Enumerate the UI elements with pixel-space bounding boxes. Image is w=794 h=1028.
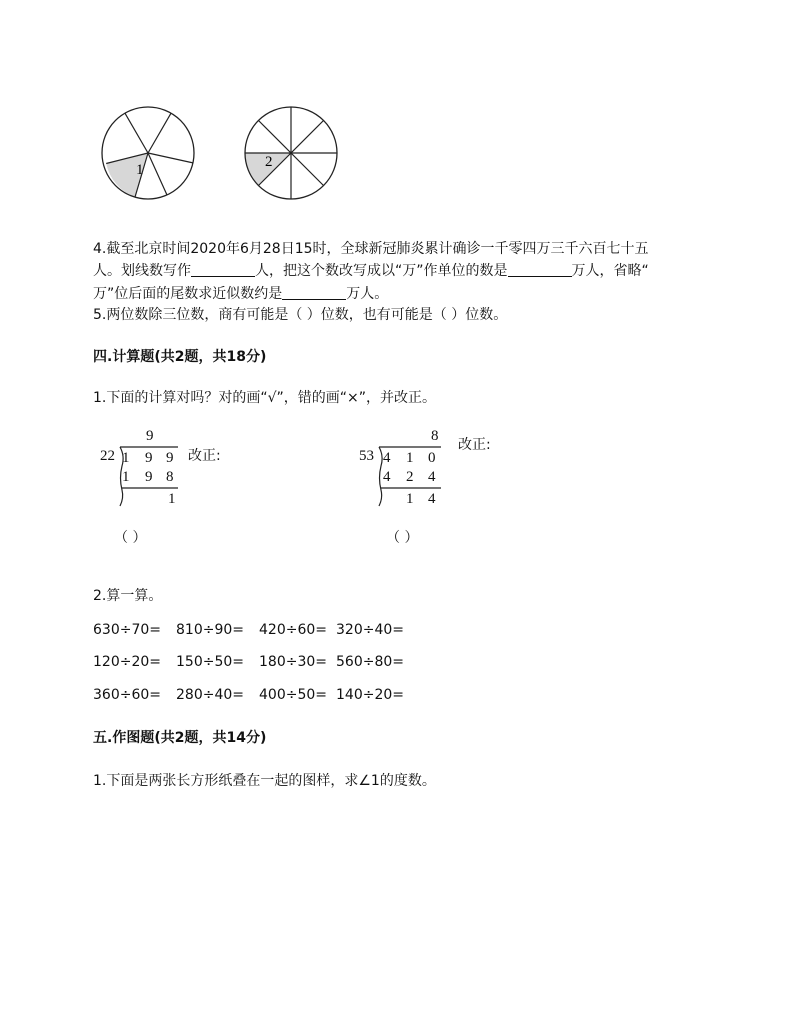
div1-dividend-3: 9 — [166, 450, 174, 466]
q4-line1: 4.截至北京时间2020年6月28日15时，全球新冠肺炎累计确诊一千零四万三千六百七十五 — [93, 241, 649, 257]
div1-answer-paren[interactable]: （ ） — [114, 530, 147, 546]
div2-correct-label: 改正: — [458, 437, 491, 453]
calc-item: 120÷20= — [93, 654, 161, 670]
section5-heading: 五.作图题(共2题，共14分) — [93, 730, 267, 746]
div1-remainder: 1 — [168, 491, 176, 507]
calc-item: 180÷30= — [259, 654, 327, 670]
q5-text: 5.两位数除三位数，商有可能是（ ）位数，也有可能是（ ）位数。 — [93, 307, 508, 323]
div1-quotient: 9 — [146, 428, 154, 444]
blank-approximation[interactable] — [282, 285, 346, 300]
calc-row-2 — [93, 654, 404, 670]
section5-q1-text: 1.下面是两张长方形纸叠在一起的图样，求∠1的度数。 — [93, 773, 436, 789]
long-division-2 — [359, 424, 459, 514]
section4-q1-text: 1.下面的计算对吗？对的画“√”，错的画“×”，并改正。 — [93, 390, 437, 406]
div2-answer-paren[interactable]: （ ） — [386, 530, 419, 546]
div2-dividend-3: 0 — [428, 450, 436, 466]
div1-product-1: 1 — [122, 469, 130, 485]
blank-written-number[interactable] — [191, 262, 255, 277]
q4-line2-a: 人。划线数写作 — [93, 263, 191, 279]
fraction-circles-figure — [95, 106, 355, 206]
div2-product-2: 2 — [406, 469, 414, 485]
div1-correct-label: 改正: — [188, 448, 221, 464]
div1-product-3: 8 — [166, 469, 174, 485]
q4-line3-a: 万”位后面的尾数求近似数约是 — [93, 286, 283, 302]
div2-remainder-1: 1 — [406, 491, 414, 507]
q4-line3-b: 万人。 — [346, 286, 389, 302]
circle-right-label: 2 — [265, 154, 273, 170]
div1-dividend-2: 9 — [145, 450, 153, 466]
calc-item: 280÷40= — [176, 687, 244, 703]
div1-divisor: 22 — [100, 448, 115, 464]
blank-ten-thousand-unit[interactable] — [508, 262, 572, 277]
div2-dividend-1: 4 — [383, 450, 391, 466]
calc-row-3 — [93, 687, 404, 703]
q4-line2 — [93, 260, 649, 280]
div1-dividend-1: 1 — [122, 450, 130, 466]
calc-item: 140÷20= — [336, 687, 404, 703]
div2-product-1: 4 — [383, 469, 391, 485]
calc-row-1 — [93, 622, 404, 638]
section4-heading: 四.计算题(共2题，共18分) — [93, 349, 267, 365]
circle-right — [245, 107, 337, 199]
q4-line3 — [93, 283, 388, 303]
section4-q2-text: 2.算一算。 — [93, 588, 163, 604]
calc-item: 320÷40= — [336, 622, 404, 638]
calc-item: 400÷50= — [259, 687, 327, 703]
calc-item: 630÷70= — [93, 622, 161, 638]
div2-quotient: 8 — [431, 428, 439, 444]
div2-divisor: 53 — [359, 448, 374, 464]
div1-product-2: 9 — [145, 469, 153, 485]
q4-line2-b: 人，把这个数改写成以“万”作单位的数是 — [255, 263, 508, 279]
long-division-1 — [100, 424, 200, 514]
calc-item: 360÷60= — [93, 687, 161, 703]
q4-line2-c: 万人，省略“ — [571, 263, 649, 279]
calc-item: 810÷90= — [176, 622, 244, 638]
circle-left-label: 1 — [136, 162, 144, 178]
calc-item: 150÷50= — [176, 654, 244, 670]
calc-item: 420÷60= — [259, 622, 327, 638]
div2-dividend-2: 1 — [406, 450, 414, 466]
calc-item: 560÷80= — [336, 654, 404, 670]
circle-left — [102, 107, 194, 199]
div2-product-3: 4 — [428, 469, 436, 485]
div2-remainder-2: 4 — [428, 491, 436, 507]
